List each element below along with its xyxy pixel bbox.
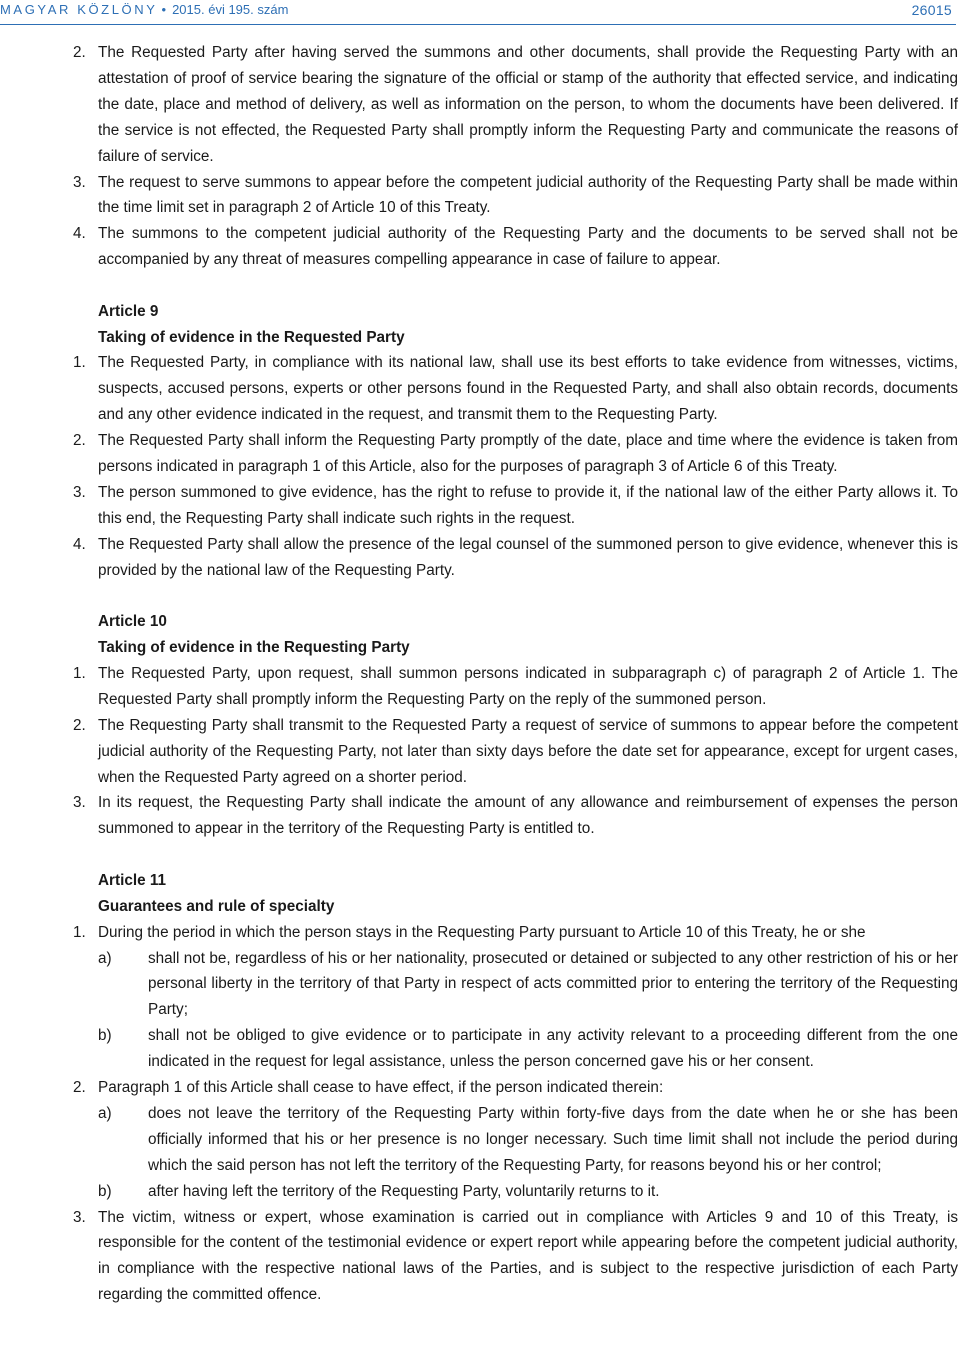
article10-title: Taking of evidence in the Requesting Party [98,639,410,657]
article8-paragraph-3 [0,170,958,222]
article9-paragraph-1 [0,350,958,428]
item-label: a) [98,949,112,967]
item-label: b) [98,1182,112,1200]
paragraph-text: The summons to the competent judicial authority of the Requesting Party and the documents to be served shall not be accompanied by any threat of measures compelling appearance in case of failure to appear. [98,225,958,269]
item-text: after having left the territory of the Requesting Party, voluntarily returns to it. [148,1182,660,1200]
paragraph-text: The request to serve summons to appear before the competent judicial authority of the Requesting Party shall be made within the time limit set in paragraph 2 of Article 10 of this Treaty. [98,173,958,217]
journal-title: MAGYAR KÖZLÖNY [0,2,158,17]
paragraph-text: The Requested Party shall inform the Requesting Party promptly of the date, place and time where the evidence is taken from persons indicated in paragraph 1 of this Article, also for the purposes of paragraph 3 of Article 6 of this Treaty. [98,432,958,476]
paragraph-text: During the period in which the person stays in the Requesting Party pursuant to Article 10 of this Treaty, he or she [98,923,866,941]
paragraph-text: The Requested Party shall allow the presence of the legal counsel of the summoned person to give evidence, whenever this is provided by the national law of the Requesting Party. [98,535,958,579]
article11-p1-item-a [0,946,958,1024]
article11-p1-item-b [0,1023,958,1075]
paragraph-number: 4. [73,535,86,553]
article8-paragraph-2 [0,40,958,170]
paragraph-number: 2. [73,44,86,61]
article9-paragraph-3 [0,480,958,532]
paragraph-text: In its request, the Requesting Party shall indicate the amount of any allowance and reimbursement of expenses the person summoned to appear in the territory of the Requesting Party is entitled to. [98,794,958,838]
item-text: does not leave the territory of the Requesting Party within forty-five days from the date when he or she has been officially informed that his or her presence is no longer necessary. Such time limit shall not include the period during which the said person has not left the territory of the Requesting Party, for reasons beyond his or her control; [148,1104,958,1174]
paragraph-text: The victim, witness or expert, whose examination is carried out in compliance with Articles 9 and 10 of this Treaty, is responsible for the content of the testimonial evidence or expert report while appearing before the competent judicial authority, in compliance with the respective national laws of the Parties, and is subject to the respective jurisdiction of each Party regarding the committed offence. [98,1208,958,1304]
issue-label: 2015. évi 195. szám [172,2,289,17]
article9-paragraph-2 [0,428,958,480]
article9-paragraph-4 [0,532,958,584]
paragraph-text: The Requested Party after having served the summons and other documents, shall provide the Requesting Party with an attestation of proof of service bearing the signature of the official or stamp of the authority that effected service, and indicating the date, place and method of delivery, as well as information on the person, to whom the documents have been delivered. If the service is not effected, the Requested Party shall promptly inform the Requesting Party and communicate the reasons of failure of service. [98,44,958,165]
paragraph-number: 2. [73,432,86,450]
article10-paragraph-1 [0,661,958,713]
section-gap [0,584,958,610]
article11-p2-item-b [0,1179,958,1205]
article10-paragraph-3 [0,790,958,842]
article10-paragraph-2 [0,713,958,791]
item-label: b) [98,1027,112,1045]
paragraph-number: 2. [73,716,86,734]
article11-title: Guarantees and rule of specialty [98,897,335,915]
article11-paragraph-1 [0,920,958,946]
paragraph-text: The Requesting Party shall transmit to the Requested Party a request of service of summons to appear before the competent judicial authority of the Requesting Party, not later than sixty days before the date set for appearance, except for urgent cases, when the Requested Party agreed on a shorter period. [98,716,958,786]
page-number: 26015 [911,2,952,18]
running-header [0,0,956,25]
section-gap [0,842,958,868]
header-bullet: • [161,2,167,17]
item-text: shall not be, regardless of his or her nationality, prosecuted or detained or subjected to any other restriction of his or her personal liberty in the territory of that Party in respect of acts committed prior to entering the territory of the Requesting Party; [148,949,958,1019]
paragraph-number: 3. [73,794,86,812]
section-gap [0,273,958,299]
article11-paragraph-3 [0,1205,958,1309]
paragraph-number: 3. [73,484,86,501]
paragraph-text: The Requested Party, upon request, shall summon persons indicated in subparagraph c) of paragraph 2 of Article 1. The Requested Party shall promptly inform the Requesting Party on the reply of the summoned person. [98,664,958,708]
paragraph-text: Paragraph 1 of this Article shall cease to have effect, if the person indicated therein: [98,1079,664,1097]
paragraph-number: 3. [73,1208,86,1226]
paragraph-number: 1. [73,354,86,372]
paragraph-number: 3. [73,173,86,191]
article11-p2-item-a [0,1101,958,1179]
header-left [0,1,288,19]
paragraph-text: The Requested Party, in compliance with its national law, shall use its best efforts to take evidence from witnesses, victims, suspects, accused persons, experts or other persons found in the Requested Party, and shall also obtain records, documents and any other evidence indicated in the request, and transmit them to the Requesting Party. [98,354,958,424]
document-body [0,40,958,1308]
article9-number: Article 9 [98,302,159,320]
article8-paragraph-4 [0,221,958,273]
paragraph-number: 2. [73,1079,86,1097]
paragraph-text: The person summoned to give evidence, has the right to refuse to provide it, if the national law of the either Party allows it. To this end, the Requesting Party shall indicate such rights in the request. [98,484,958,527]
article10-number: Article 10 [98,613,167,631]
item-text: shall not be obliged to give evidence or to participate in any activity relevant to a proceeding different from the one indicated in the request for legal assistance, unless the person concerned gave his or her consent. [148,1027,958,1071]
article11-number: Article 11 [98,871,167,889]
paragraph-number: 4. [73,225,86,243]
paragraph-number: 1. [73,923,86,941]
item-label: a) [98,1104,112,1122]
article9-title: Taking of evidence in the Requested Party [98,328,405,346]
article11-paragraph-2 [0,1075,958,1101]
paragraph-number: 1. [73,664,86,682]
